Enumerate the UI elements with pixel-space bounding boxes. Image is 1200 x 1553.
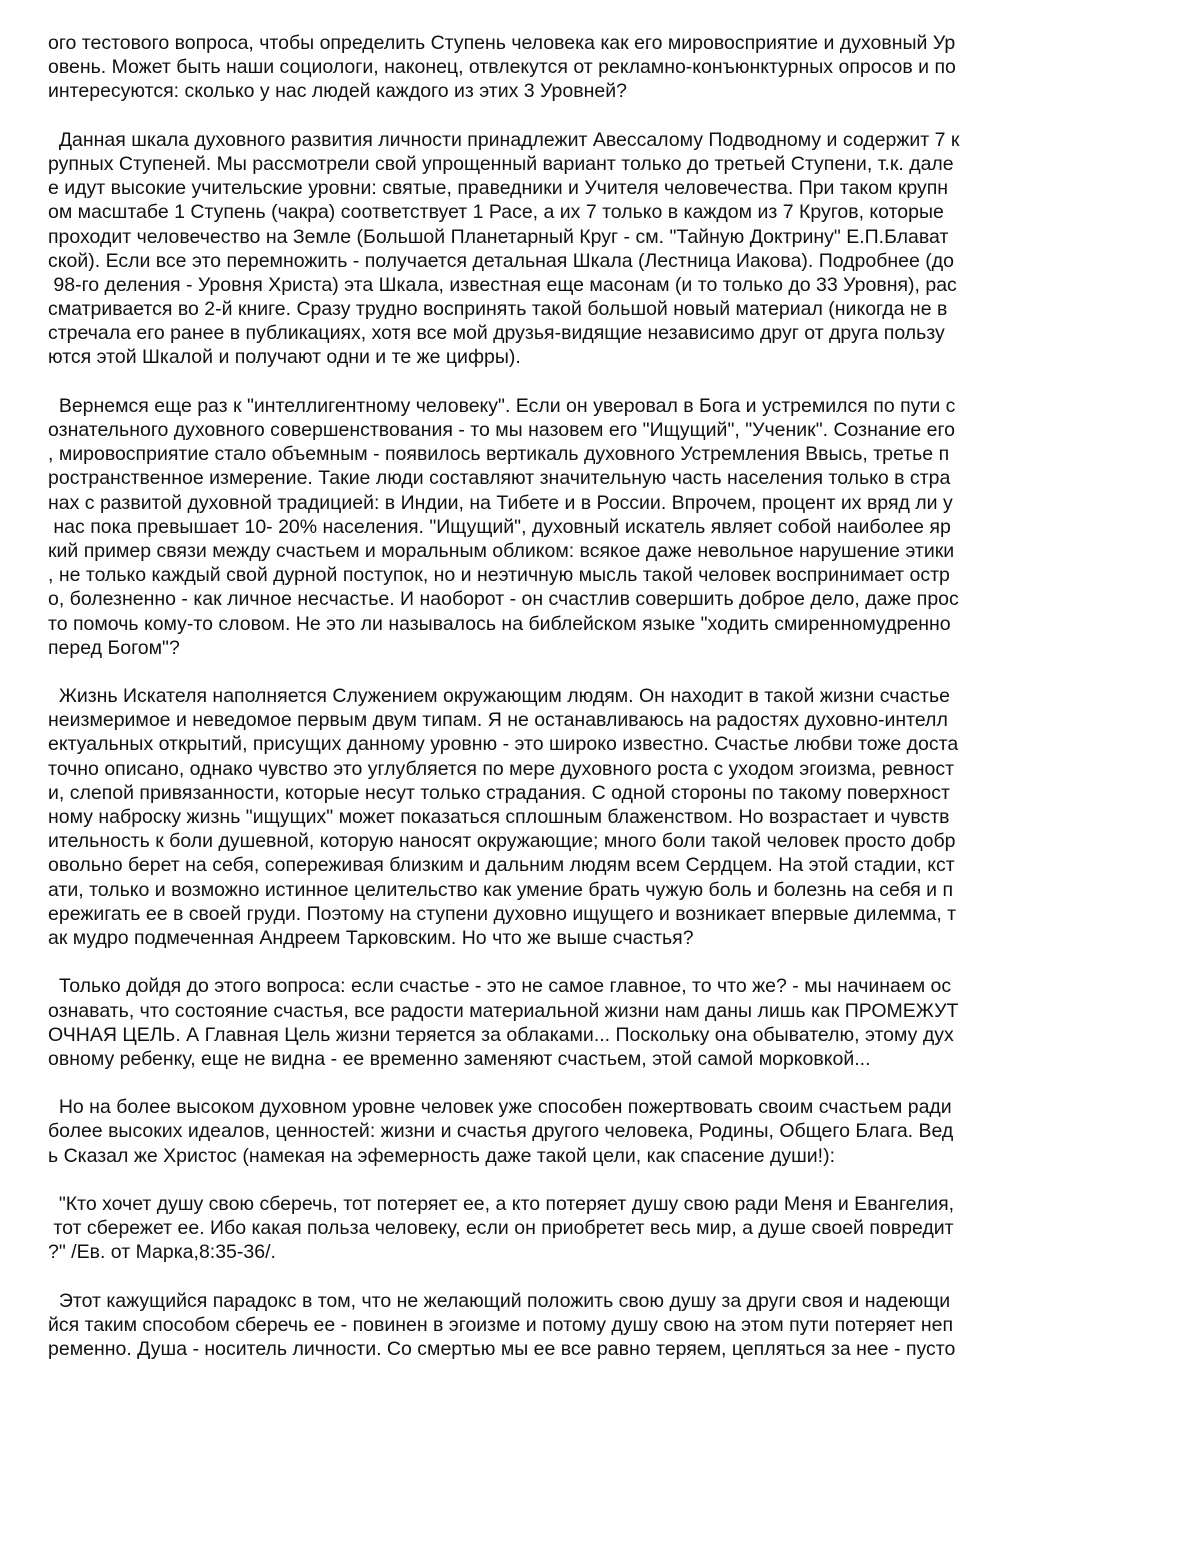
text-line: о, болезненно - как личное несчастье. И наоборот - он счастлив совершить доброе дело, даже прос [48,588,959,611]
text-line: Но на более высоком духовном уровне человек уже способен пожертвовать своим счастьем ради [48,1096,952,1119]
text-line: ак мудро подмеченная Андреем Тарковским. Но что же выше счастья? [48,926,694,949]
text-line: кий пример связи между счастьем и моральным обликом: всякое даже невольное нарушение этики [48,539,955,562]
text-line: проходит человечество на Земле (Большой Планетарный Круг - см. "Тайную Доктрину" Е.П.Блават [48,225,949,248]
text-line: е идут высокие учительские уровни: святые, праведники и Учителя человечества. При таком крупн [48,177,949,200]
text-line: ати, только и возможно истинное целительство как умение брать чужую боль и болезнь на себя и п [48,878,954,901]
text-line: нах с развитой духовной традицией: в Индии, на Тибете и в России. Впрочем, процент их вряд ли у [48,491,953,514]
text-line: перед Богом"? [48,636,180,659]
text-line: 98-го деления - Уровня Христа) эта Шкала, известная еще масонам (и то только до 33 Уровня), рас [48,273,957,296]
text-line: ?" /Ев. от Марка,8:35-36/. [48,1241,276,1264]
paragraph-4 [48,684,1158,950]
text-line: ознательного духовного совершенствования - то мы назовем его "Ищущий", "Ученик". Сознание его [48,419,956,441]
paragraph-5 [48,974,1158,1071]
text-line: ространственное измерение. Такие люди составляют значительную часть населения только в стра [48,467,951,490]
text-line: , мировосприятие стало объемным - появилось вертикаль духовного Устремления Ввысь, третье п [48,443,950,466]
text-line: ременно. Душа - носитель личности. Со смертью мы ее все равно теряем, цепляться за нее - пусто [48,1338,956,1361]
text-line: сматривается во 2-й книге. Сразу трудно воспринять такой большой новый материал (никогда не в [48,298,948,321]
paragraph-6 [48,1095,1158,1168]
text-line: овольно берет на себя, сопереживая близким и дальним людям всем Сердцем. На этой стадии, кст [48,854,955,877]
text-line: Этот кажущийся парадокс в том, что не желающий положить свою душу за други своя и надеющи [48,1289,951,1312]
text-line: Только дойдя до этого вопроса: если счастье - это не самое главное, то что же? - мы начинаем ос [48,975,952,998]
text-line: точно описано, однако чувство это углубляется по мере духовного роста с уходом эгоизма, ревност [48,757,955,780]
paragraph-8 [48,1289,1158,1362]
text-line: овень. Может быть наши социологи, наконец, отвлекутся от рекламно-конъюнктурных опросов и по [48,56,956,79]
text-line: стречала его ранее в публикациях, хотя все мой друзья-видящие независимо друг от друга пользу [48,322,945,345]
paragraph-3 [48,394,1158,660]
text-line: неизмеримое и неведомое первым двум типам. Я не останавливаюсь на радостях духовно-интелл [48,709,948,732]
text-line: ого тестового вопроса, чтобы определить Ступень человека как его мировосприятие и духовный Ур [48,32,956,54]
text-line: ознавать, что состояние счастья, все радости материальной жизни нам даны лишь как ПРОМЕЖУТ [48,999,959,1022]
text-line: ь Сказал же Христос (намекая на эфемерность даже такой цели, как спасение души!): [48,1144,835,1167]
text-line: Жизнь Искателя наполняется Служением окружающим людям. Он находит в такой жизни счастье [48,685,950,708]
text-line: овному ребенку, еще не видна - ее временно заменяют счастьем, этой самой морковкой... [48,1047,871,1070]
text-line: нас пока превышает 10- 20% населения. "Ищущий", духовный искатель являет собой наиболее яр [48,515,951,538]
text-line: и, слепой привязанности, которые несут только страдания. С одной стороны по такому поверхност [48,781,950,804]
paragraph-2 [48,128,1158,370]
text-line: , не только каждый свой дурной поступок, но и неэтичную мысль такой человек воспринимает остр [48,564,950,587]
text-line: Вернемся еще раз к "интеллигентному человеку". Если он уверовал в Бога и устремился по пути с [48,394,956,417]
text-line: йся таким способом сберечь ее - повинен в эгоизме и потому душу свою на этом пути потеряет неп [48,1313,954,1336]
text-line: то помочь кому-то словом. Не это ли называлось на библейском языке "ходить смиренномудренно [48,612,951,635]
text-line: ОЧНАЯ ЦЕЛЬ. А Главная Цель жизни теряется за облаками... Поскольку она обывателю, этому дух [48,1023,954,1046]
text-line: интересуются: сколько у нас людей каждого из этих 3 Уровней? [48,80,627,103]
text-line: ской). Если все это перемножить - получается детальная Шкала (Лестница Иакова). Подробнее (до [48,249,954,272]
text-line: ительность к боли душевной, которую наносят окружающие; много боли такой человек просто добр [48,830,956,853]
text-line: ом масштабе 1 Ступень (чакра) соответствует 1 Расе, а их 7 только в каждом из 7 Кругов, которые [48,201,944,224]
text-line: ережигать ее в своей груди. Поэтому на ступени духовно ищущего и возникает впервые дилемма, т [48,902,957,925]
paragraph-1 [48,31,1158,104]
text-line: тот сбережет ее. Ибо какая польза человеку, если он приобретет весь мир, а душе своей повредит [48,1217,954,1240]
text-line: рупных Ступеней. Мы рассмотрели свой упрощенный вариант только до третьей Ступени, т.к. дале [48,152,954,175]
text-line: ному наброску жизнь "ищущих" может показаться сплошным блаженством. Но возрастает и чувств [48,806,950,828]
document-body [48,31,1158,1386]
text-line: "Кто хочет душу свою сберечь, тот потеряет ее, а кто потеряет душу свою ради Меня и Евангелия, [48,1193,955,1215]
text-line: ются этой Шкалой и получают одни и те же цифры). [48,346,521,369]
text-line: более высоких идеалов, ценностей: жизни и счастья другого человека, Родины, Общего Блага. Вед [48,1120,954,1143]
text-line: ектуальных открытий, присущих данному уровню - это широко известно. Счастье любви тоже доста [48,733,959,756]
text-line: Данная шкала духовного развития личности принадлежит Авессалому Подводному и содержит 7 к [48,128,960,151]
paragraph-quote [48,1192,1158,1265]
